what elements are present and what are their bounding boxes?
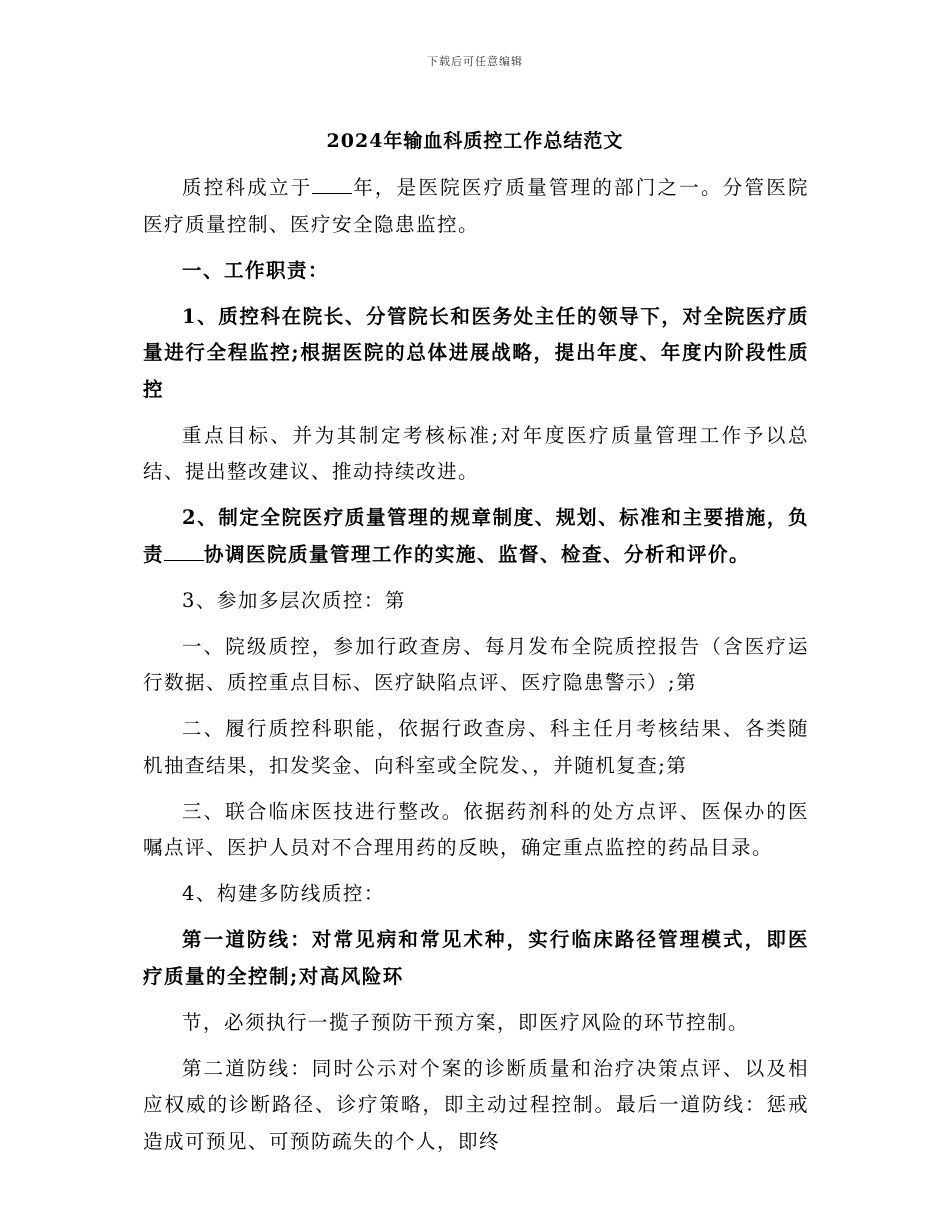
paragraph-intro [143, 170, 809, 243]
paragraph-defense-line-1-cont: 节，必须执行一揽子预防干预方案，即医疗风险的环节控制。 [182, 1010, 750, 1034]
paragraph-duty-4: 4、构建多防线质控： [182, 882, 385, 905]
paragraph-duty-3: 3、参加多层次质控：第 [182, 588, 406, 612]
document-body [143, 170, 809, 1170]
duty-2-text-before: 2、制定全院医疗质量管理的规章制度、规划、标准和主要措施，负责 [143, 506, 809, 566]
fill-in-blank [312, 179, 352, 194]
document-title: 2024年输血科质控工作总结范文 [326, 130, 624, 152]
paragraph-qc-level-3: 三、联合临床医技进行整改。依据药剂科的处方点评、医保办的医嘱点评、医护人员对不合理用药的反映，确定重点监控的药品目录。 [143, 799, 809, 859]
paragraph-defense-line-1: 第一道防线：对常见病和常见术种，实行临床路径管理模式，即医疗质量的全控制;对高风险环 [143, 928, 809, 988]
section-heading-duties: 一、工作职责： [182, 258, 330, 282]
paragraph-qc-level-1: 一、院级质控，参加行政查房、每月发布全院质控报告（含医疗运行数据、质控重点目标、医疗缺陷点评、医疗隐患警示）;第 [143, 634, 809, 694]
intro-text-before: 质控科成立于 [182, 176, 313, 199]
paragraph-duty-2 [143, 500, 809, 573]
intro-text-after: 年，是医院医疗质量管理的部门之一。分管医院医疗质量控制、医疗安全隐患监控。 [143, 176, 809, 236]
paragraph-qc-level-2: 二、履行质控科职能，依据行政查房、科主任月考核结果、各类随机抽查结果，扣发奖金、向科室或全院发、，并随机复查;第 [143, 717, 809, 777]
paragraph-defense-line-2: 第二道防线：同时公示对个案的诊断质量和治疗决策点评、以及相应权威的诊断路径、诊疗策略，即主动过程控制。最后一道防线：惩戒造成可预见、可预防疏失的个人，即终 [143, 1056, 809, 1153]
paragraph-duty-1-cont: 重点目标、并为其制定考核标准;对年度医疗质量管理工作予以总结、提出整改建议、推动持续改进。 [143, 423, 809, 483]
paragraph-duty-1: 1、质控科在院长、分管院长和医务处主任的领导下，对全院医疗质量进行全程监控;根据医院的总体进展战略，提出年度、年度内阶段性质控 [143, 304, 809, 401]
duty-2-text-after: 协调医院质量管理工作的实施、监督、检查、分析和评价。 [204, 542, 751, 566]
fill-in-blank [164, 546, 204, 561]
header-note: 下载后可任意编辑 [427, 55, 523, 68]
